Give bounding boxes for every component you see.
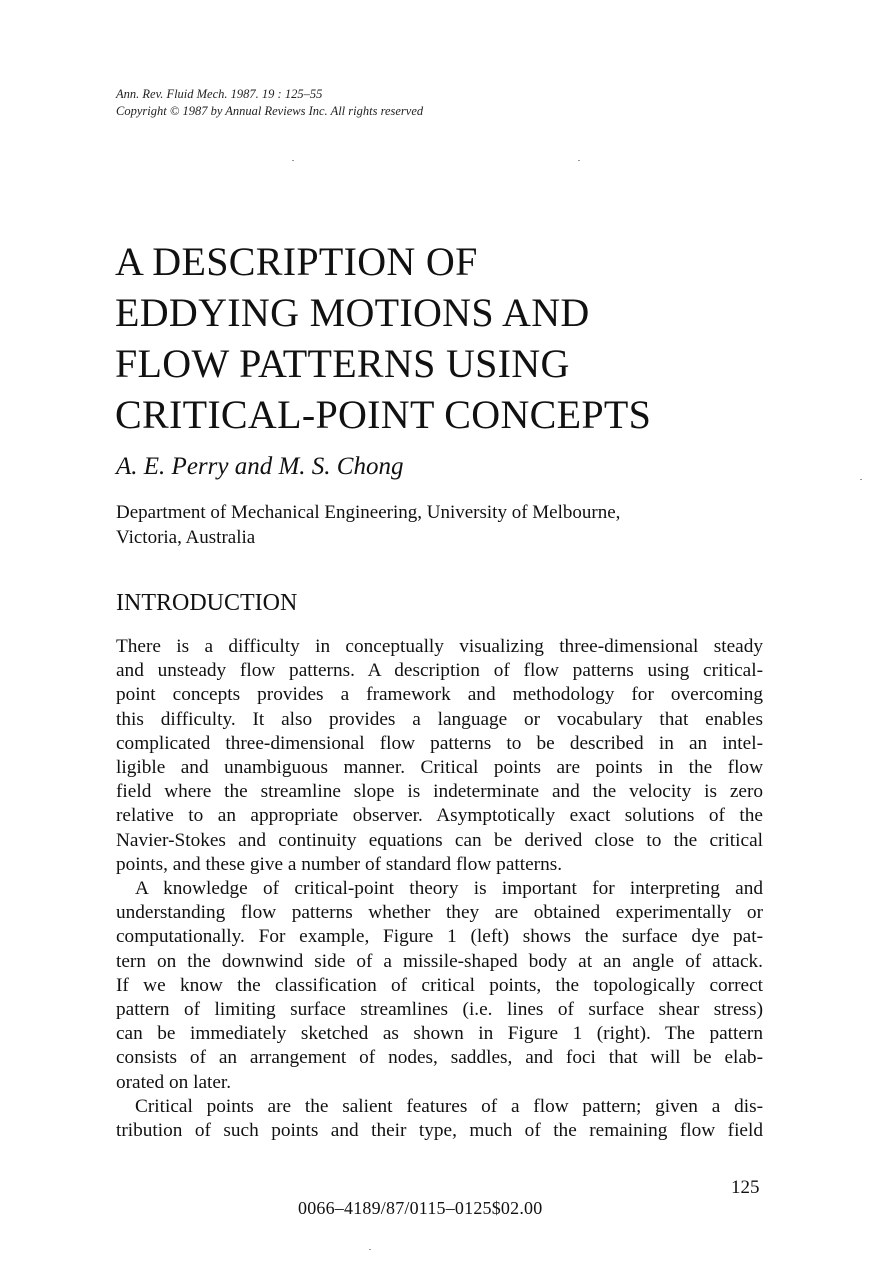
body-line: understanding flow patterns whether they are obtained experimentally or bbox=[116, 902, 763, 924]
authors: A. E. Perry and M. S. Chong bbox=[116, 453, 404, 480]
running-header bbox=[116, 86, 423, 120]
body-line: tribution of such points and their type, much of the remaining flow field bbox=[116, 1120, 763, 1142]
body-line: Critical points are the salient features of a flow pattern; given a dis- bbox=[135, 1095, 763, 1117]
body-line: and unsteady flow patterns. A description of flow patterns using critical- bbox=[116, 660, 763, 682]
document-code: 0066–4189/87/0115–0125$02.00 bbox=[298, 1198, 543, 1218]
affiliation-line: Department of Mechanical Engineering, University of Melbourne, bbox=[116, 502, 621, 523]
body-text bbox=[116, 635, 763, 1143]
section-heading: INTRODUCTION bbox=[116, 590, 298, 616]
scan-speck bbox=[292, 160, 294, 161]
copyright-line: Copyright © 1987 by Annual Reviews Inc. All rights reserved bbox=[116, 104, 424, 118]
scan-speck bbox=[860, 479, 862, 480]
body-line: consists of an arrangement of nodes, saddles, and foci that will be elab- bbox=[116, 1047, 763, 1069]
body-line: field where the streamline slope is indeterminate and the velocity is zero bbox=[116, 781, 763, 803]
scan-speck bbox=[578, 160, 580, 161]
scan-speck bbox=[369, 1249, 371, 1250]
body-line: ligible and unambiguous manner. Critical points are points in the flow bbox=[116, 757, 763, 779]
article-title bbox=[115, 236, 651, 440]
body-line: tern on the downwind side of a missile-shaped body at an angle of attack. bbox=[116, 950, 763, 972]
citation-line: Ann. Rev. Fluid Mech. 1987. 19 : 125–55 bbox=[116, 87, 323, 101]
body-line: can be immediately sketched as shown in Figure 1 (right). The pattern bbox=[116, 1023, 763, 1045]
body-line: Navier-Stokes and continuity equations can be derived close to the critical bbox=[116, 829, 763, 851]
body-line: There is a difficulty in conceptually visualizing three-dimensional steady bbox=[116, 636, 763, 657]
title-line: EDDYING MOTIONS AND bbox=[115, 290, 590, 335]
body-line: pattern of limiting surface streamlines (i.e. lines of surface shear stress) bbox=[116, 999, 763, 1021]
title-line: CRITICAL-POINT CONCEPTS bbox=[115, 392, 652, 437]
body-line: orated on later. bbox=[116, 1071, 232, 1093]
body-line: relative to an appropriate observer. Asymptotically exact solutions of the bbox=[116, 805, 763, 827]
title-line: A DESCRIPTION OF bbox=[115, 239, 478, 284]
body-line: points, and these give a number of standard flow patterns. bbox=[116, 853, 563, 875]
body-line: computationally. For example, Figure 1 (left) shows the surface dye pat- bbox=[116, 926, 763, 948]
affiliation bbox=[116, 500, 620, 550]
body-line: complicated three-dimensional flow patterns to be described in an intel- bbox=[116, 732, 763, 754]
title-line: FLOW PATTERNS USING bbox=[115, 341, 570, 386]
body-line: A knowledge of critical-point theory is important for interpreting and bbox=[135, 878, 763, 900]
body-line: If we know the classification of critical points, the topologically correct bbox=[116, 974, 763, 996]
body-line: this difficulty. It also provides a language or vocabulary that enables bbox=[116, 708, 763, 730]
body-line: point concepts provides a framework and methodology for overcoming bbox=[116, 684, 763, 706]
page-number: 125 bbox=[731, 1177, 760, 1198]
affiliation-line: Victoria, Australia bbox=[116, 527, 256, 548]
